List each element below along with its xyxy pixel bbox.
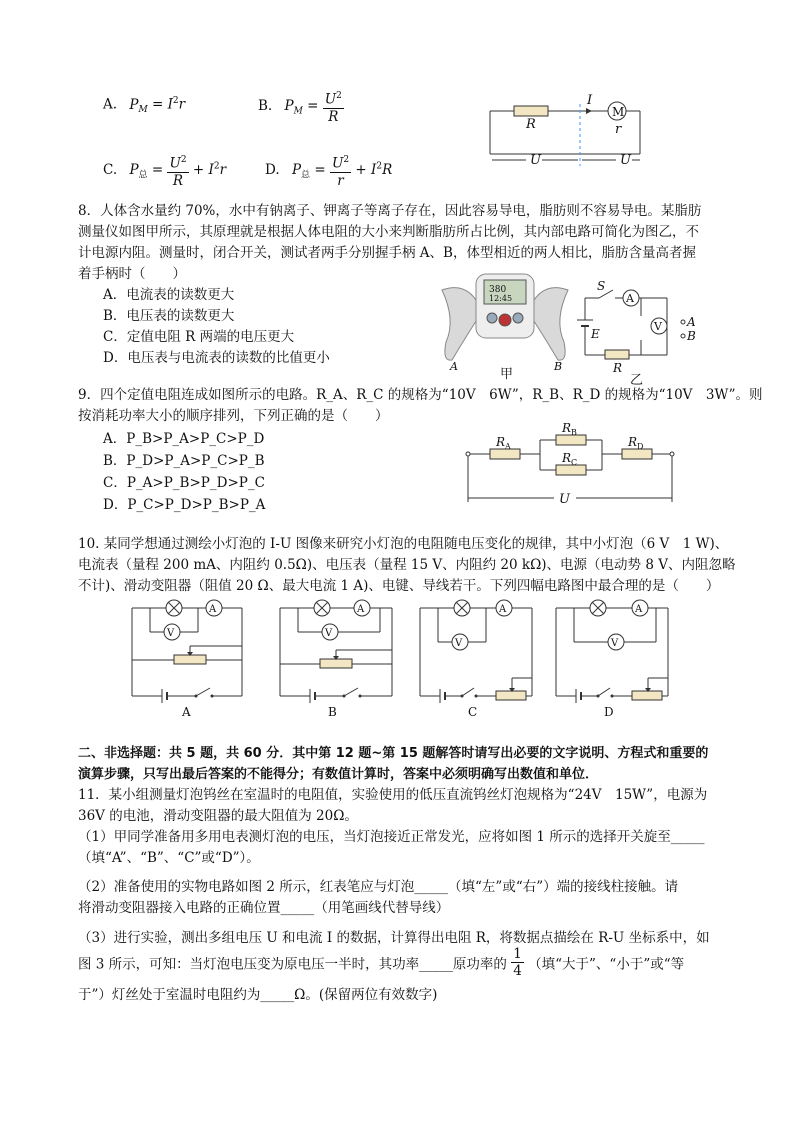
svg-text:RA: $R_A$ bbox=[496, 435, 511, 451]
q9-option-d: D．P_C>P_D>P_B>P_A bbox=[103, 497, 266, 513]
q9-stem-line2: 按消耗功率大小的顺序排列，下列正确的是（ ） bbox=[78, 408, 389, 424]
section2-heading-line2: 演算步骤，只写出最后答案的不能得分；有数值计算时，答案中必须明确写出数值和单位． bbox=[78, 767, 599, 782]
q11-stem-line2: 36V 的电池，滑动变阻器的最大阻值为 20Ω。 bbox=[78, 808, 358, 824]
q8-handle-b-label: B bbox=[554, 360, 563, 373]
q7-resistor-label: R bbox=[526, 117, 536, 132]
q11-part1-line2: （填“A”、“B”、“C”或“D”）。 bbox=[78, 850, 260, 866]
q7-motor-r-label: r bbox=[615, 122, 622, 137]
q9-circuit-figure bbox=[466, 421, 676, 507]
q8-stem-line2: 测量仪如图甲所示，其原理就是根据人体电阻的大小来判断脂肪所占比例，其内部电路可简化为图乙，不 bbox=[78, 224, 699, 240]
q8-resistor bbox=[605, 350, 629, 359]
q10-circuit-b-label: B bbox=[328, 705, 337, 719]
q8-handle-a-label: A bbox=[450, 360, 458, 373]
q7-u-left: U bbox=[530, 153, 541, 168]
svg-text:V: V bbox=[611, 638, 619, 649]
q8-option-b: B．电压表的读数更大 bbox=[103, 308, 235, 324]
q8-screen-text1: 380 bbox=[489, 285, 507, 295]
q8-device-figure bbox=[440, 272, 570, 382]
q10-circuit-d bbox=[556, 600, 686, 720]
q7-option-b: B. $P_M$ = $\frac{U^2}{R}$ bbox=[258, 88, 344, 125]
q8-resistor-label: R bbox=[613, 361, 623, 375]
q10-stem-line2: 电流表（量程 200 mA、内阻约 0.5Ω)、电压表（量程 15 V、内阻约 20 kΩ)、电源（电动势 8 V、内阻忽略 bbox=[78, 557, 736, 573]
q11-part1-line1: （1）甲同学准备用多用电表测灯泡的电压，当灯泡接近正常发光，应将如图 1 所示的选择开关旋至_____ bbox=[78, 829, 705, 845]
q7-current-label: I bbox=[587, 93, 593, 108]
q8-terminal-b: B bbox=[687, 329, 696, 343]
q10-stem-line3: 不计)、滑动变阻器（阻值 20 Ω、最大电流 1 A)、电键、导线若干。下列四幅电路图中最合理的是（ ） bbox=[78, 578, 720, 594]
q7-resistor bbox=[514, 106, 548, 116]
q10-circuit-d-label: D bbox=[604, 705, 614, 719]
q9-stem-line1: 9．四个定值电阻连成如图所示的电路。R_A、R_C 的规格为“10V 6W”，R_B、R_D 的规格为“10V 3W”。则 bbox=[78, 387, 763, 403]
q8-switch-label: S bbox=[597, 279, 606, 293]
q7-motor-label: M bbox=[612, 105, 625, 119]
q8-terminal-a: A bbox=[687, 315, 696, 329]
svg-text:A: A bbox=[209, 604, 217, 615]
q9-option-b: B．P_D>P_A>P_C>P_B bbox=[103, 453, 265, 469]
q8-source-label: E bbox=[591, 327, 600, 341]
q8-stem-line1: 8．人体含水量约 70%，水中有钠离子、钾离子等离子存在，因此容易导电，脂肪则不容易导电。某脂肪 bbox=[78, 203, 702, 219]
q8-stem-line3: 计电源内阻。测量时，闭合开关，测试者两手分别握手柄 A、B，体型相近的两人相比，脂肪含量高者握 bbox=[78, 245, 696, 261]
q10-circuit-c-label: C bbox=[468, 705, 478, 719]
q7-option-c: C. $P_总$ = $\frac{U^2}{R}$ + $I^2r$ bbox=[103, 152, 226, 189]
q9-option-c: C．P_A>P_B>P_D>P_C bbox=[103, 475, 265, 491]
q11-stem-line1: 11．某小组测量灯泡钨丝在室温时的电阻值，实验使用的低压直流钨丝灯泡规格为“24V 15W”，电源为 bbox=[78, 787, 708, 803]
q10-circuit-a bbox=[132, 600, 262, 720]
q10-circuit-a-label: A bbox=[182, 705, 191, 719]
q10-circuit-b bbox=[280, 600, 410, 720]
q8-option-d: D．电压表与电流表的读数的比值更小 bbox=[103, 350, 330, 366]
q11-part2-line1: （2）准备使用的实物电路如图 2 所示，红表笔应与灯泡_____（填“左”或“右”）端的接线柱接触。请 bbox=[78, 879, 679, 895]
q8-circuit-figure bbox=[575, 279, 696, 388]
q11-part3-line3: 于”）灯丝处于室温时电阻约为_____Ω。(保留两位有效数字) bbox=[78, 987, 438, 1003]
svg-text:A: A bbox=[635, 604, 643, 615]
q10-stem-line1: 10. 某同学想通过测绘小灯泡的 I-U 图像来研究小灯泡的电阻随电压变化的规律，其中小灯泡（6 V 1 W)、 bbox=[78, 536, 729, 552]
svg-text:A: A bbox=[499, 604, 507, 615]
svg-text:RB: $R_B$ bbox=[562, 421, 577, 437]
q7-u-right: U bbox=[620, 153, 631, 168]
svg-text:A: A bbox=[357, 604, 365, 615]
q8-yi-label: 乙 bbox=[630, 373, 644, 388]
q8-option-c: C．定值电阻 R 两端的电压更大 bbox=[103, 329, 295, 345]
q8-option-a: A．电流表的读数更大 bbox=[103, 287, 235, 303]
q10-circuit-c bbox=[420, 600, 550, 720]
q8-jia-label: 甲 bbox=[500, 367, 514, 382]
q7-circuit-figure bbox=[490, 93, 650, 168]
svg-text:V: V bbox=[325, 628, 333, 639]
q9-option-a: A．P_B>P_A>P_C>P_D bbox=[103, 431, 265, 447]
svg-text:RD: $R_D$ bbox=[628, 435, 644, 451]
q11-fraction: $\frac{1}{4}$ bbox=[513, 946, 522, 979]
svg-text:V: V bbox=[654, 320, 662, 333]
q7-option-d: D. $P_总$ = $\frac{U^2}{r}$ + $I^2R$ bbox=[265, 152, 392, 189]
q11-part3-line1: （3）进行实验，测出多组电压 U 和电流 I 的数据，计算得出电阻 R，将数据点描绘在 R-U 坐标系中，如 bbox=[78, 930, 710, 946]
q8-screen-text2: 12:45 bbox=[489, 294, 513, 303]
svg-text:V: V bbox=[167, 628, 175, 639]
svg-text:V: V bbox=[455, 638, 463, 649]
svg-text:A: A bbox=[626, 292, 634, 305]
q11-part2-line2: 将滑动变阻器接入电路的正确位置_____（用笔画线代替导线） bbox=[78, 900, 450, 916]
section2-heading-line1: 二、非选择题：共 5 题，共 60 分．其中第 12 题~第 15 题解答时请写出必要的文字说明、方程式和重要的 bbox=[78, 746, 709, 761]
q11-part3-line2: 图 3 所示，可知：当灯泡电压变为原电压一半时，其功率_____原功率的 $\frac{1}{4}$ （填“大于”、“小于”或“等 bbox=[78, 946, 685, 979]
q9-u-label: U bbox=[559, 492, 570, 507]
q8-stem-line4: 着手柄时（ ） bbox=[78, 266, 186, 282]
q7-option-a: A. $P_M = I^2r$ bbox=[103, 96, 186, 116]
svg-text:RC: $R_C$ bbox=[562, 451, 578, 467]
